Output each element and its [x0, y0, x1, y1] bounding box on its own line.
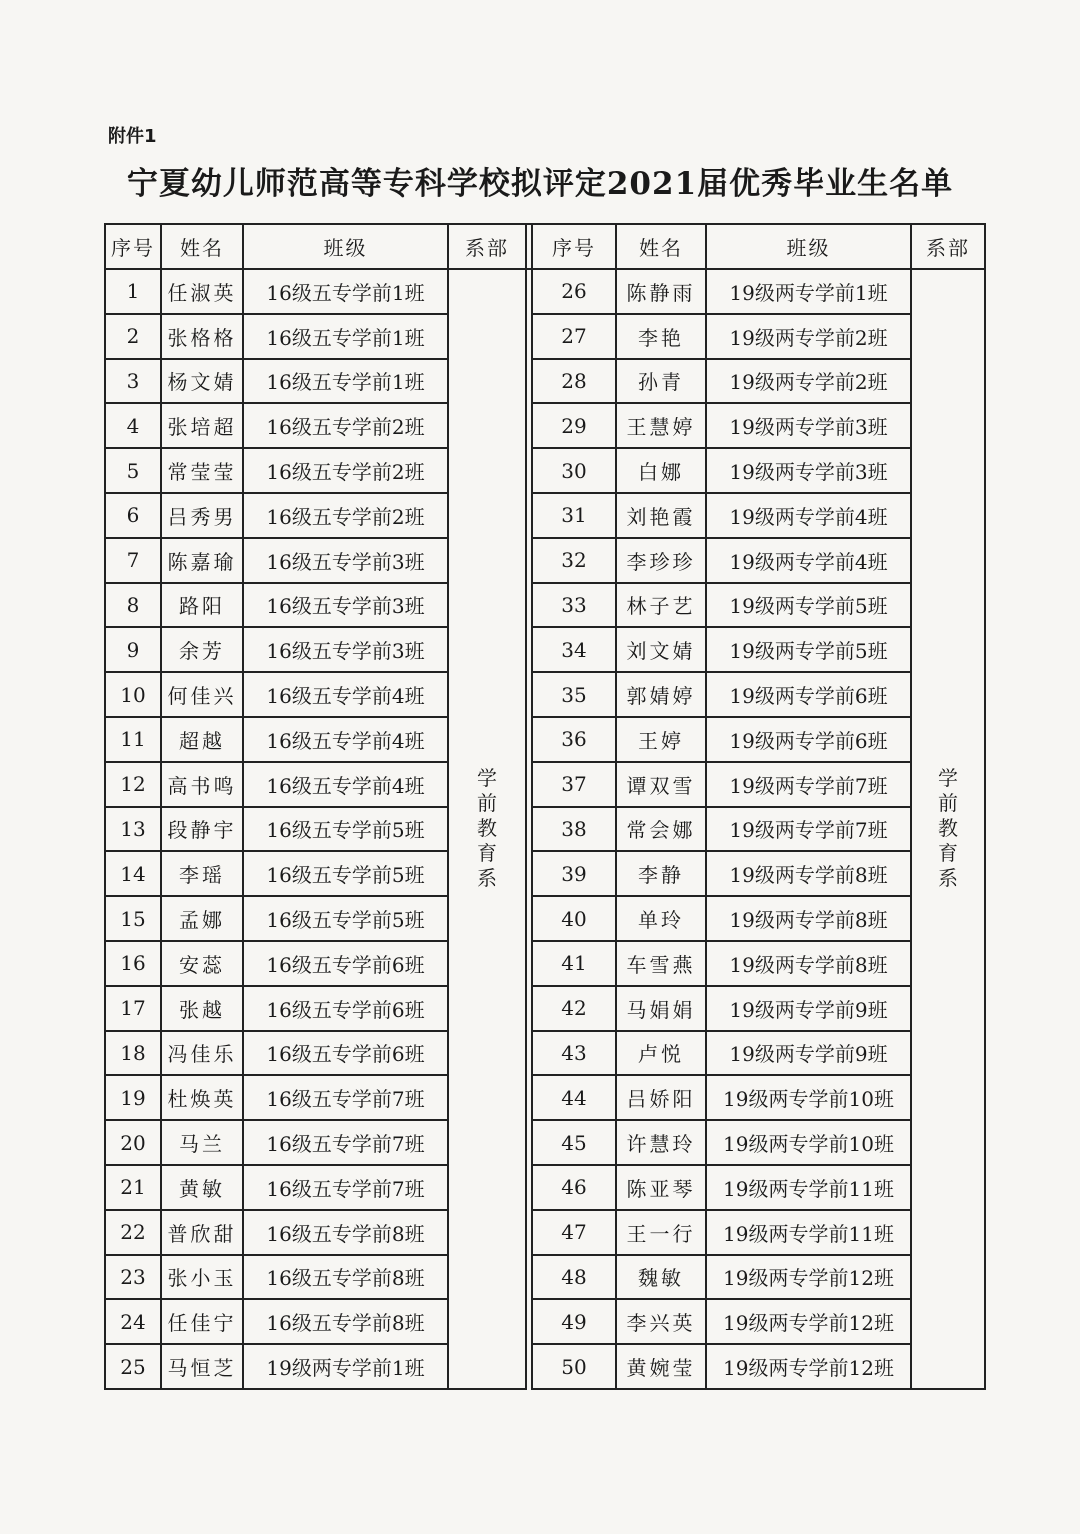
name-cell: 魏敏: [616, 1255, 706, 1300]
seq-cell: 11: [105, 717, 161, 762]
seq-cell: 35: [532, 672, 616, 717]
seq-cell: 43: [532, 1031, 616, 1076]
attachment-label: 附件1: [108, 126, 157, 147]
class-cell: 19级两专学前9班: [706, 1031, 911, 1076]
class-cell: 16级五专学前6班: [243, 1031, 448, 1076]
name-cell: 刘文婧: [616, 627, 706, 672]
seq-cell: 25: [105, 1344, 161, 1389]
class-cell: 16级五专学前1班: [243, 269, 448, 314]
table-row: [105, 359, 985, 404]
header-dept-right: 系部: [911, 224, 985, 269]
class-cell: 19级两专学前5班: [706, 583, 911, 628]
class-cell: 19级两专学前12班: [706, 1255, 911, 1300]
name-cell: 陈亚琴: [616, 1165, 706, 1210]
class-cell: 19级两专学前11班: [706, 1165, 911, 1210]
name-cell: 任佳宁: [161, 1299, 243, 1344]
table-row: [105, 762, 985, 807]
class-cell: 16级五专学前1班: [243, 359, 448, 404]
name-cell: 段静宇: [161, 807, 243, 852]
name-cell: 白娜: [616, 448, 706, 493]
table-row: [105, 1299, 985, 1344]
seq-cell: 48: [532, 1255, 616, 1300]
class-cell: 16级五专学前3班: [243, 538, 448, 583]
class-cell: 16级五专学前2班: [243, 448, 448, 493]
table-row: [105, 448, 985, 493]
seq-cell: 46: [532, 1165, 616, 1210]
class-cell: 16级五专学前7班: [243, 1075, 448, 1120]
header-class-right: 班级: [706, 224, 911, 269]
name-cell: 吕秀男: [161, 493, 243, 538]
seq-cell: 44: [532, 1075, 616, 1120]
seq-cell: 8: [105, 583, 161, 628]
class-cell: 16级五专学前4班: [243, 717, 448, 762]
header-name-right: 姓名: [616, 224, 706, 269]
name-cell: 卢悦: [616, 1031, 706, 1076]
seq-cell: 45: [532, 1120, 616, 1165]
seq-cell: 37: [532, 762, 616, 807]
class-cell: 16级五专学前1班: [243, 314, 448, 359]
seq-cell: 6: [105, 493, 161, 538]
class-cell: 16级五专学前7班: [243, 1120, 448, 1165]
name-cell: 任淑英: [161, 269, 243, 314]
class-cell: 16级五专学前5班: [243, 851, 448, 896]
class-cell: 19级两专学前8班: [706, 896, 911, 941]
seq-cell: 28: [532, 359, 616, 404]
graduates-table: [104, 223, 986, 1390]
name-cell: 马恒芝: [161, 1344, 243, 1389]
table-row: [105, 1210, 985, 1255]
class-cell: 16级五专学前4班: [243, 672, 448, 717]
class-cell: 16级五专学前6班: [243, 941, 448, 986]
class-cell: 19级两专学前7班: [706, 807, 911, 852]
class-cell: 19级两专学前12班: [706, 1299, 911, 1344]
seq-cell: 22: [105, 1210, 161, 1255]
seq-cell: 20: [105, 1120, 161, 1165]
table-row: [105, 493, 985, 538]
seq-cell: 5: [105, 448, 161, 493]
name-cell: 李静: [616, 851, 706, 896]
department-cell-right: [911, 269, 985, 1389]
class-cell: 19级两专学前6班: [706, 717, 911, 762]
header-row: [105, 224, 985, 269]
class-cell: 16级五专学前8班: [243, 1255, 448, 1300]
seq-cell: 29: [532, 403, 616, 448]
name-cell: 许慧玲: [616, 1120, 706, 1165]
table-row: [105, 717, 985, 762]
seq-cell: 15: [105, 896, 161, 941]
seq-cell: 32: [532, 538, 616, 583]
name-cell: 马兰: [161, 1120, 243, 1165]
header-seq-left: 序号: [105, 224, 161, 269]
class-cell: 19级两专学前4班: [706, 538, 911, 583]
class-cell: 19级两专学前7班: [706, 762, 911, 807]
name-cell: 林子艺: [616, 583, 706, 628]
seq-cell: 9: [105, 627, 161, 672]
department-text: 学 前 教 育 系: [938, 766, 958, 891]
name-cell: 陈嘉瑜: [161, 538, 243, 583]
seq-cell: 4: [105, 403, 161, 448]
class-cell: 19级两专学前6班: [706, 672, 911, 717]
seq-cell: 13: [105, 807, 161, 852]
name-cell: 谭双雪: [616, 762, 706, 807]
class-cell: 16级五专学前5班: [243, 896, 448, 941]
seq-cell: 31: [532, 493, 616, 538]
name-cell: 李珍珍: [616, 538, 706, 583]
seq-cell: 38: [532, 807, 616, 852]
seq-cell: 33: [532, 583, 616, 628]
class-cell: 16级五专学前2班: [243, 403, 448, 448]
name-cell: 张培超: [161, 403, 243, 448]
class-cell: 19级两专学前12班: [706, 1344, 911, 1389]
name-cell: 张小玉: [161, 1255, 243, 1300]
header-seq-right: 序号: [532, 224, 616, 269]
seq-cell: 34: [532, 627, 616, 672]
name-cell: 余芳: [161, 627, 243, 672]
name-cell: 黄婉莹: [616, 1344, 706, 1389]
table-row: [105, 538, 985, 583]
name-cell: 常莹莹: [161, 448, 243, 493]
class-cell: 19级两专学前8班: [706, 851, 911, 896]
table-row: [105, 1031, 985, 1076]
class-cell: 19级两专学前3班: [706, 403, 911, 448]
seq-cell: 1: [105, 269, 161, 314]
seq-cell: 42: [532, 986, 616, 1031]
seq-cell: 23: [105, 1255, 161, 1300]
class-cell: 19级两专学前4班: [706, 493, 911, 538]
seq-cell: 7: [105, 538, 161, 583]
seq-cell: 49: [532, 1299, 616, 1344]
document-title: 宁夏幼儿师范高等专科学校拟评定2021届优秀毕业生名单: [126, 166, 954, 202]
name-cell: 马娟娟: [616, 986, 706, 1031]
name-cell: 刘艳霞: [616, 493, 706, 538]
class-cell: 16级五专学前7班: [243, 1165, 448, 1210]
class-cell: 19级两专学前8班: [706, 941, 911, 986]
name-cell: 超越: [161, 717, 243, 762]
name-cell: 单玲: [616, 896, 706, 941]
table-row: [105, 986, 985, 1031]
seq-cell: 41: [532, 941, 616, 986]
department-cell-left: [448, 269, 526, 1389]
table-row: [105, 1344, 985, 1389]
name-cell: 陈静雨: [616, 269, 706, 314]
table-row: [105, 627, 985, 672]
seq-cell: 18: [105, 1031, 161, 1076]
table-row: [105, 583, 985, 628]
seq-cell: 14: [105, 851, 161, 896]
name-cell: 王婷: [616, 717, 706, 762]
class-cell: 16级五专学前4班: [243, 762, 448, 807]
table-row: [105, 1165, 985, 1210]
seq-cell: 2: [105, 314, 161, 359]
class-cell: 19级两专学前1班: [243, 1344, 448, 1389]
name-cell: 黄敏: [161, 1165, 243, 1210]
name-cell: 何佳兴: [161, 672, 243, 717]
name-cell: 杨文婧: [161, 359, 243, 404]
class-cell: 19级两专学前9班: [706, 986, 911, 1031]
name-cell: 孙青: [616, 359, 706, 404]
department-text: 学 前 教 育 系: [477, 766, 497, 891]
name-cell: 杜焕英: [161, 1075, 243, 1120]
seq-cell: 19: [105, 1075, 161, 1120]
class-cell: 16级五专学前2班: [243, 493, 448, 538]
seq-cell: 26: [532, 269, 616, 314]
class-cell: 19级两专学前5班: [706, 627, 911, 672]
name-cell: 冯佳乐: [161, 1031, 243, 1076]
seq-cell: 30: [532, 448, 616, 493]
name-cell: 李艳: [616, 314, 706, 359]
table-row: [105, 672, 985, 717]
class-cell: 19级两专学前11班: [706, 1210, 911, 1255]
seq-cell: 3: [105, 359, 161, 404]
name-cell: 张越: [161, 986, 243, 1031]
name-cell: 安蕊: [161, 941, 243, 986]
name-cell: 李瑶: [161, 851, 243, 896]
table-row: [105, 314, 985, 359]
name-cell: 高书鸣: [161, 762, 243, 807]
name-cell: 普欣甜: [161, 1210, 243, 1255]
seq-cell: 40: [532, 896, 616, 941]
table-row: [105, 851, 985, 896]
name-cell: 吕娇阳: [616, 1075, 706, 1120]
class-cell: 16级五专学前8班: [243, 1210, 448, 1255]
name-cell: 王慧婷: [616, 403, 706, 448]
seq-cell: 47: [532, 1210, 616, 1255]
table-row: [105, 403, 985, 448]
header-class-left: 班级: [243, 224, 448, 269]
seq-cell: 12: [105, 762, 161, 807]
table-row: [105, 1075, 985, 1120]
name-cell: 孟娜: [161, 896, 243, 941]
class-cell: 19级两专学前3班: [706, 448, 911, 493]
class-cell: 19级两专学前2班: [706, 314, 911, 359]
table-row: [105, 1120, 985, 1165]
seq-cell: 21: [105, 1165, 161, 1210]
table-row: [105, 807, 985, 852]
class-cell: 19级两专学前10班: [706, 1075, 911, 1120]
name-cell: 车雪燕: [616, 941, 706, 986]
seq-cell: 24: [105, 1299, 161, 1344]
class-cell: 16级五专学前5班: [243, 807, 448, 852]
name-cell: 张格格: [161, 314, 243, 359]
class-cell: 16级五专学前3班: [243, 583, 448, 628]
table-row: [105, 269, 985, 314]
seq-cell: 16: [105, 941, 161, 986]
class-cell: 19级两专学前10班: [706, 1120, 911, 1165]
name-cell: 王一行: [616, 1210, 706, 1255]
header-name-left: 姓名: [161, 224, 243, 269]
table-row: [105, 1255, 985, 1300]
name-cell: 李兴英: [616, 1299, 706, 1344]
seq-cell: 39: [532, 851, 616, 896]
name-cell: 常会娜: [616, 807, 706, 852]
class-cell: 16级五专学前3班: [243, 627, 448, 672]
seq-cell: 27: [532, 314, 616, 359]
seq-cell: 50: [532, 1344, 616, 1389]
header-dept-left: 系部: [448, 224, 526, 269]
class-cell: 16级五专学前8班: [243, 1299, 448, 1344]
class-cell: 19级两专学前1班: [706, 269, 911, 314]
class-cell: 19级两专学前2班: [706, 359, 911, 404]
seq-cell: 17: [105, 986, 161, 1031]
seq-cell: 36: [532, 717, 616, 762]
name-cell: 路阳: [161, 583, 243, 628]
seq-cell: 10: [105, 672, 161, 717]
table-row: [105, 896, 985, 941]
class-cell: 16级五专学前6班: [243, 986, 448, 1031]
table-row: [105, 941, 985, 986]
table-body: [105, 269, 985, 1389]
name-cell: 郭婧婷: [616, 672, 706, 717]
